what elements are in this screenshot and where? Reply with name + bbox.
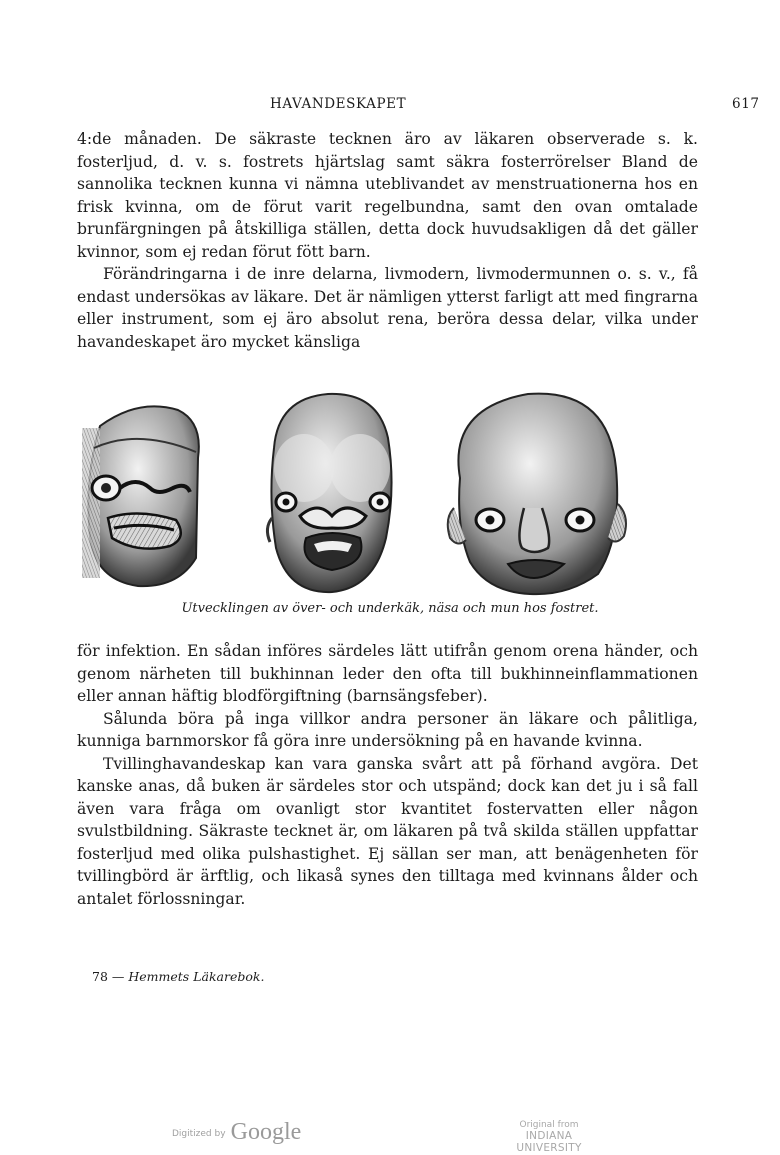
text-block-top <box>77 128 698 353</box>
running-title: HAVANDESKAPET <box>270 96 407 112</box>
paragraph: Förändringarna i de inre delarna, livmodern, livmodermunnen o. s. v., få endast undersökas av läkare. Det är nämligen ytterst farligt att med fingrarna eller instrument, som ej äro absolut rena, beröra dessa delar, vilka under havandeskapet äro mycket känsliga <box>77 265 698 351</box>
institution-text: INDIANA UNIVERSITY <box>516 1130 582 1154</box>
fetal-face-illustration <box>78 388 698 598</box>
original-from-watermark <box>494 1120 604 1154</box>
signature-number: 78 <box>92 969 108 984</box>
figure-caption: Utvecklingen av över- och underkäk, näsa och mun hos fostret. <box>181 601 599 616</box>
digitized-by-text: Digitized by <box>172 1129 226 1139</box>
paragraph: Sålunda böra på inga villkor andra personer än läkare och pålitliga, kunniga barnmorskor få göra inre undersökning på en havande kvinna. <box>77 709 698 750</box>
digitized-watermark <box>172 1119 301 1146</box>
face-2-drawing <box>267 394 391 592</box>
google-logo: Google <box>230 1119 302 1145</box>
paragraph: 4:de månaden. De säkraste tecknen äro av läkaren observerade s. k. fosterljud, d. v. s. fostrets hjärtslag samt säkra fosterrörelser Bland de sannolika tecknen kunna vi nämna uteblivandet av menstruationerna hos en frisk kvinna, om de förut varit regelbundna, samt den ovan omtalade brunfärgningen på åtskilliga ställen, detta dock huvudsakligen då det gäller kvinnor, som ej redan förut fött barn. <box>77 130 698 261</box>
text-block-bottom <box>77 640 698 910</box>
paragraph: för infektion. En sådan införes särdeles lätt utifrån genom orena händer, och genom närheten till bukhinnan leder den ofta till bukhinneinflammationen eller annan häftig blodförgiftning (barnsängsfeber). <box>77 642 698 705</box>
signature-footnote <box>92 969 264 984</box>
page-number: 617 <box>732 96 760 112</box>
signature-dash: — <box>111 969 125 984</box>
paragraph: Tvillinghavandeskap kan vara ganska svårt att på förhand avgöra. Det kanske anas, då buken är särdeles stor och utspänd; dock kan det ju i så fall även vara fråga om ovanligt stor kvantitet fostervatten eller någon svulstbildning. Säkraste tecknet är, om läkaren på två skilda ställen uppfattar fosterljud med olika pulshastighet. Ej sällan ser man, att benägenheten för tvillingbörd är ärftlig, och likaså synes den tilltaga med kvinnans ålder och antalet förlossningar. <box>77 754 698 908</box>
face-3-drawing <box>448 394 626 595</box>
running-header <box>0 96 780 116</box>
original-from-text: Original from <box>519 1120 579 1130</box>
illustration-drawing <box>78 388 698 598</box>
book-title: Hemmets Läkarebok. <box>128 969 265 984</box>
face-1-drawing <box>82 406 199 586</box>
